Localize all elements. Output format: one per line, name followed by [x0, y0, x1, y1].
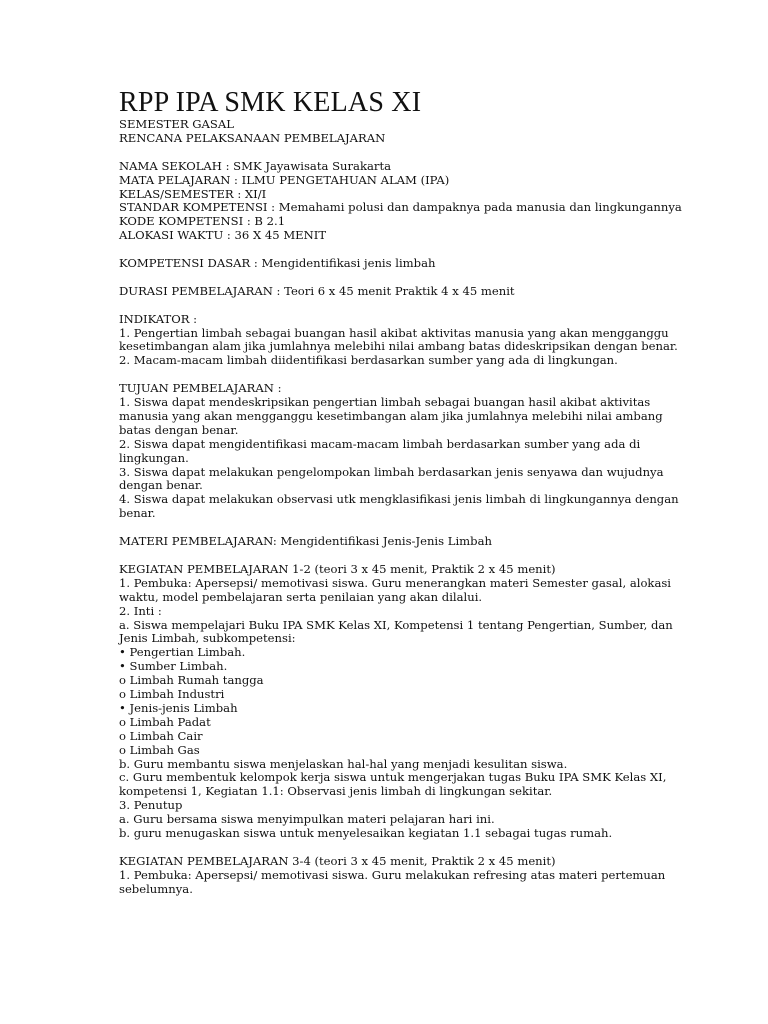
tujuan-line: 2. Siswa dapat mengidentifikasi macam-macam limbah berdasarkan sumber yang ada di — [119, 436, 641, 451]
kegiatan-line: b. guru menugaskan siswa untuk menyelesaikan kegiatan 1.1 sebagai tugas rumah. — [119, 826, 613, 841]
kegiatan-line: o Limbah Cair — [119, 728, 203, 743]
kegiatan-line: o Limbah Rumah tangga — [119, 673, 264, 688]
tujuan-line: 4. Siswa dapat melakukan observasi utk mengklasifikasi jenis limbah di lingkungannya dengan — [119, 492, 679, 507]
identity-line: NAMA SEKOLAH : SMK Jayawisata Surakarta — [119, 158, 392, 173]
kegiatan-line: • Sumber Limbah. — [119, 659, 228, 674]
kegiatan-line: 2. Inti : — [119, 603, 162, 618]
indikator-line: kesetimbangan alam jika jumlahnya melebihi nilai ambang batas dideskripsikan dengan benar. — [119, 339, 678, 354]
indikator-line: 2. Macam-macam limbah diidentifikasi berdasarkan sumber yang ada di lingkungan. — [119, 353, 618, 368]
kegiatan-line: kompetensi 1, Kegiatan 1.1: Observasi jenis limbah di lingkungan sekitar. — [119, 784, 553, 799]
kegiatan-line: KEGIATAN PEMBELAJARAN 1-2 (teori 3 x 45 menit, Praktik 2 x 45 menit) — [119, 561, 556, 576]
document-title: RPP IPA SMK KELAS XI — [119, 87, 422, 118]
identity-line: MATA PELAJARAN : ILMU PENGETAHUAN ALAM (IPA) — [119, 172, 450, 187]
tujuan-section — [119, 382, 679, 521]
durasi-pembelajaran: DURASI PEMBELAJARAN : Teori 6 x 45 menit Praktik 4 x 45 menit — [119, 283, 515, 298]
kegiatan-line: KEGIATAN PEMBELAJARAN 3-4 (teori 3 x 45 menit, Praktik 2 x 45 menit) — [119, 853, 556, 868]
tujuan-line: dengan benar. — [119, 478, 203, 493]
identity-line: STANDAR KOMPETENSI : Memahami polusi dan dampaknya pada manusia dan lingkungannya — [119, 200, 682, 215]
kegiatan-1-2-section — [119, 563, 679, 841]
kegiatan-line: waktu, model pembelajaran serta penilaian yang akan dilalui. — [119, 589, 483, 604]
spacer — [119, 271, 679, 285]
identity-line: KODE KOMPETENSI : B 2.1 — [119, 214, 286, 229]
kegiatan-3-4-section — [119, 855, 679, 897]
spacer — [119, 368, 679, 382]
kegiatan-line: 1. Pembuka: Apersepsi/ memotivasi siswa. Guru menerangkan materi Semester gasal, alokasi — [119, 575, 672, 590]
spacer — [119, 243, 679, 257]
kompetensi-dasar: KOMPETENSI DASAR : Mengidentifikasi jenis limbah — [119, 256, 436, 271]
tujuan-line: lingkungan. — [119, 450, 189, 465]
tujuan-line: benar. — [119, 506, 156, 521]
kegiatan-line: c. Guru membentuk kelompok kerja siswa untuk mengerjakan tugas Buku IPA SMK Kelas XI, — [119, 770, 667, 785]
tujuan-line: batas dengan benar. — [119, 422, 239, 437]
tujuan-line: 1. Siswa dapat mendeskripsikan pengertian limbah sebagai buangan hasil akibat aktivitas — [119, 395, 651, 410]
kegiatan-line: sebelumnya. — [119, 881, 193, 896]
indikator-line: INDIKATOR : — [119, 311, 198, 326]
materi-pembelajaran: MATERI PEMBELAJARAN: Mengidentifikasi Jenis-Jenis Limbah — [119, 534, 492, 549]
spacer — [119, 299, 679, 313]
identity-line: KELAS/SEMESTER : XI/I — [119, 186, 267, 201]
kegiatan-line: • Jenis-jenis Limbah — [119, 700, 238, 715]
tujuan-line: manusia yang akan mengganggu kesetimbangan alam jika jumlahnya melebihi nilai ambang — [119, 408, 663, 423]
identity-line: ALOKASI WAKTU : 36 X 45 MENIT — [119, 228, 327, 243]
document-subtitle: RENCANA PELAKSANAAN PEMBELAJARAN — [119, 130, 386, 145]
spacer — [119, 841, 679, 855]
spacer — [119, 549, 679, 563]
spacer — [119, 146, 679, 160]
kegiatan-line: a. Guru bersama siswa menyimpulkan materi pelajaran hari ini. — [119, 812, 495, 827]
tujuan-line: 3. Siswa dapat melakukan pengelompokan limbah berdasarkan jenis senyawa dan wujudnya — [119, 464, 664, 479]
spacer — [119, 521, 679, 535]
kegiatan-line: 1. Pembuka: Apersepsi/ memotivasi siswa. Guru melakukan refresing atas materi pertemuan — [119, 867, 666, 882]
tujuan-line: TUJUAN PEMBELAJARAN : — [119, 381, 282, 396]
kegiatan-line: b. Guru membantu siswa menjelaskan hal-hal yang menjadi kesulitan siswa. — [119, 756, 568, 771]
kegiatan-line: Jenis Limbah, subkompetensi: — [119, 631, 296, 646]
kegiatan-line: o Limbah Padat — [119, 714, 211, 729]
kegiatan-line: 3. Penutup — [119, 798, 183, 813]
kegiatan-line: o Limbah Gas — [119, 742, 200, 757]
indikator-section — [119, 313, 679, 369]
kegiatan-line: • Pengertian Limbah. — [119, 645, 246, 660]
identity-block — [119, 158, 682, 243]
kegiatan-line: a. Siswa mempelajari Buku IPA SMK Kelas XI, Kompetensi 1 tentang Pengertian, Sumber, dan — [119, 617, 673, 632]
document-page — [119, 87, 682, 897]
indikator-line: 1. Pengertian limbah sebagai buangan hasil akibat aktivitas manusia yang akan mengganggu — [119, 325, 669, 340]
kegiatan-line: o Limbah Industri — [119, 687, 225, 702]
semester-label: SEMESTER GASAL — [119, 117, 234, 131]
